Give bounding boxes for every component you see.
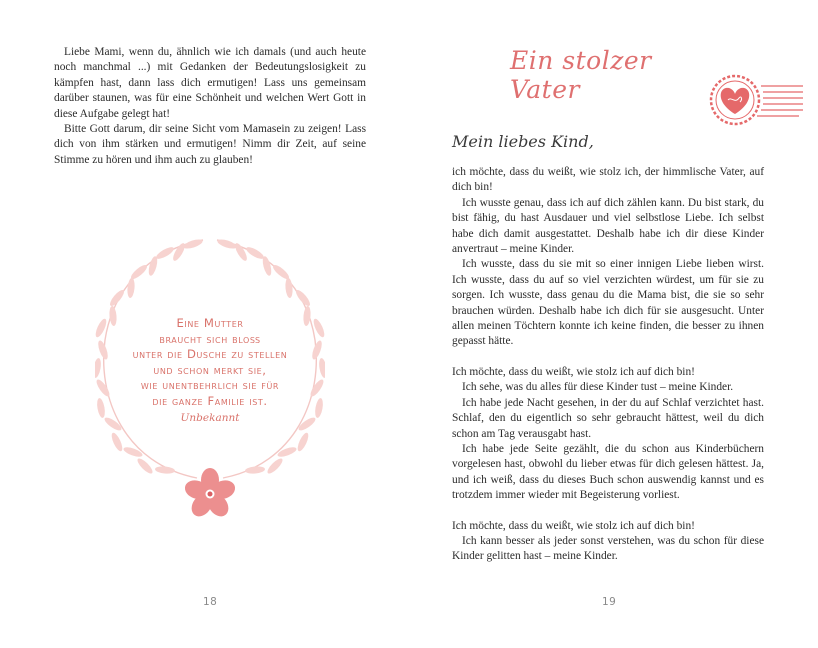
right-paragraph-6: Ich habe jede Nacht gesehen, in der du auf Schlaf verzichtet hast. Schlaf, den du eigentlich so sehr gebraucht hättest, weil du dich schon am Tag verausgabt hast. (452, 396, 764, 440)
salutation: Mein liebes Kind, (452, 132, 594, 151)
left-paragraph-2: Bitte Gott darum, dir seine Sicht vom Mamasein zu zeigen! Lass dich von ihm stärken und ermutigen! Nimm dir Zeit, auf seine Stimme zu hören und ihm auch zu glauben! (54, 123, 366, 166)
page-number-right: 19 (602, 596, 617, 608)
quote-line: unter die Dusche zu stellen (132, 347, 288, 362)
quote-line: wie unentbehrlich sie für (140, 378, 280, 393)
quote-line: Eine Mutter (176, 316, 244, 330)
right-paragraph-7: Ich habe jede Seite gezählt, die du schon aus Kinderbüchern vorgelesen hast, obwohl du lieber etwas für dich gelesen hättest. Ja, und ich weiß, dass du dieses Buch schon auswendig kannst und es trotzdem immer wieder mit Begeisterung vorliest. (452, 442, 764, 502)
chapter-title: Ein stolzer Vater (510, 46, 652, 104)
right-paragraph-3: Ich wusste, dass du sie mit so einer innigen Liebe lieben wirst. Ich wusste, dass du auf so viel verzichten würdest, um für sie zu sorgen. Ich wusste, dass genau du die Mama bist, die sie so sehr brauchen würden. Deshalb habe ich dich für sie ausgesucht. Unter allen meinen Töchtern konnte ich keine finden, die besser zu ihnen gepasst hätte. (452, 258, 764, 348)
right-paragraph-4: Ich möchte, dass du weißt, wie stolz ich auf dich bin! (452, 365, 695, 378)
right-body-text (452, 165, 764, 565)
left-body-text (54, 45, 366, 168)
right-paragraph-9: Ich kann besser als jeder sonst verstehen, was du schon für diese Kinder gelitten hast – meine Kinder. (452, 534, 764, 563)
quote-text (96, 316, 324, 410)
paragraph-gap (452, 504, 764, 519)
quote-author: Unbekannt (180, 412, 240, 424)
postmark-heart-icon (695, 66, 805, 146)
paragraph-gap (452, 350, 764, 365)
quote-line: und schon merkt sie, (153, 362, 267, 377)
quote-line: braucht sich bloß (159, 331, 261, 346)
quote-line: die ganze Familie ist. (152, 393, 268, 408)
right-paragraph-8: Ich möchte, dass du weißt, wie stolz ich auf dich bin! (452, 519, 695, 532)
left-paragraph-1: Liebe Mami, wenn du, ähnlich wie ich damals (und auch heute noch manchmal ...) mit Gedanken der Bedeutungslosigkeit zu kämpfen hast, dann lass dich ermutigen! Lass uns gemeinsam darüber staunen, was für eine Schönheit und welchen Wert Gott in diese Aufgabe gelegt hat! (54, 46, 366, 120)
right-paragraph-1: ich möchte, dass du weißt, wie stolz ich, der himmlische Vater, auf dich bin! (452, 166, 764, 194)
right-paragraph-2: Ich wusste genau, dass ich auf dich zählen kann. Du bist stark, du bist fähig, du hast Ausdauer und viel selbstlose Liebe. Ich selbst habe dich damit ausgestattet. Deshalb habe ich dir diese Kinder anvertraut – meine Kinder. (452, 196, 764, 256)
flower-icon (182, 468, 237, 520)
page-number-left: 18 (203, 596, 218, 608)
right-paragraph-5: Ich sehe, was du alles für diese Kinder tust – meine Kinder. (462, 381, 734, 394)
